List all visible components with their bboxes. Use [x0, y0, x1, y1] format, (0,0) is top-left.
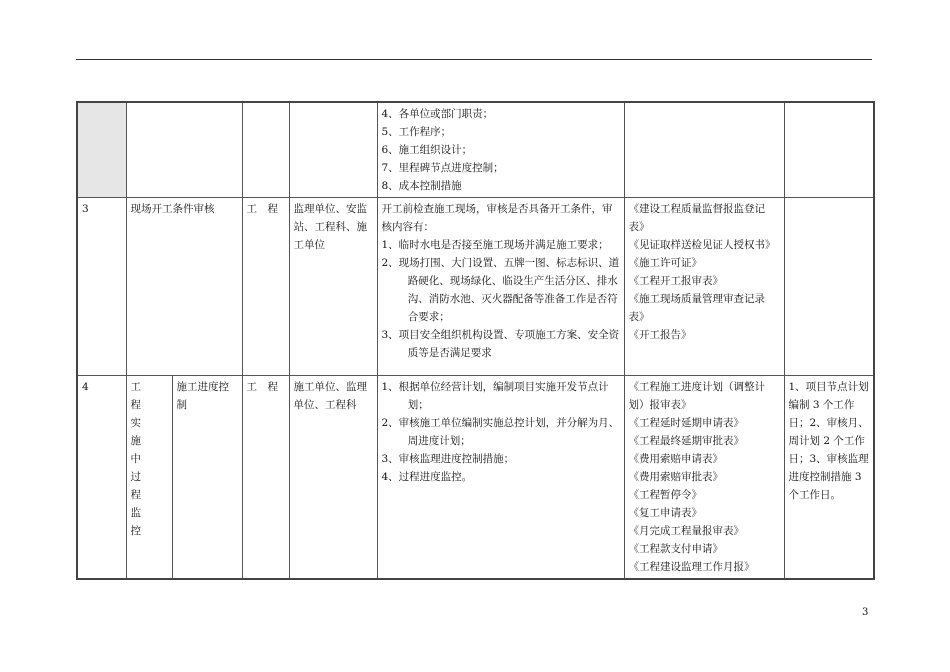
row-number-cell — [77, 102, 126, 198]
units-list: 施工单位、监理单位、工程科 — [289, 376, 377, 580]
doc-name: 《施工许可证》 — [628, 257, 702, 269]
doc-name: 《见证取样送检见证人授权书》 — [628, 239, 776, 251]
docs-cell — [624, 198, 784, 376]
item-name: 施工进度控制 — [172, 376, 242, 580]
stage-name — [126, 376, 172, 580]
doc-name: 《施工现场质量管理审查记录表》 — [628, 293, 765, 323]
content-line: 7、里程碑节点进度控制； — [381, 162, 504, 174]
doc-name: 《月完成工程量报审表》 — [628, 525, 744, 537]
content-line: 6、施工组织设计； — [381, 144, 473, 156]
content-line: 1、根据单位经营计划，编制项目实施开发节点计划； — [381, 381, 609, 411]
doc-name: 《费用索赔申请表》 — [628, 453, 723, 465]
row-number: 3 — [77, 198, 126, 376]
content-line: 5、工作程序； — [381, 126, 452, 138]
dept-name: 工 程 — [242, 376, 289, 580]
content-line: 2、现场打围、大门设置、五牌一图、标志标识、道路硬化、现场绿化、临设生产生活分区、排水沟、消防水池、灭火器配备等准备工作是否符合要求； — [381, 257, 620, 323]
stage-char: 程 — [130, 399, 141, 411]
table-row-4 — [77, 376, 874, 580]
content-line: 3、审核监理进度控制措施； — [381, 453, 515, 465]
content-cell — [377, 376, 624, 580]
doc-name: 《工程款支付申请》 — [628, 543, 723, 555]
content-line: 3、项目安全组织机构设置、专项施工方案、安全资质等是否满足要求 — [381, 329, 620, 359]
docs-cell — [624, 376, 784, 580]
content-line: 8、成本控制措施 — [381, 180, 462, 192]
units-cell — [289, 102, 377, 198]
doc-name: 《工程暂停令》 — [628, 489, 702, 501]
table-row-continuation — [77, 102, 874, 198]
dept-name: 工 程 — [242, 198, 289, 376]
content-cell — [377, 102, 624, 198]
units-list: 监理单位、安监站、工程科、施工单位 — [289, 198, 377, 376]
stage-char: 程 — [130, 489, 141, 501]
page-number: 3 — [862, 607, 869, 618]
item-cell — [126, 102, 242, 198]
stage-char: 工 — [130, 381, 141, 393]
doc-name: 《工程最终延期审批表》 — [628, 435, 744, 447]
header-rule — [76, 59, 872, 60]
doc-name: 《建设工程质量监督报监登记表》 — [628, 203, 765, 233]
item-name: 现场开工条件审核 — [126, 198, 242, 376]
doc-name: 《工程开工报审表》 — [628, 275, 723, 287]
process-table — [76, 101, 875, 580]
content-line: 4、过程进度监控。 — [381, 471, 473, 483]
content-line: 2、审核施工单位编制实施总控计划，并分解为月、周进度计划； — [381, 417, 620, 447]
row-number: 4 — [77, 376, 126, 580]
doc-name: 《复工申请表》 — [628, 507, 702, 519]
content-line: 开工前检查施工现场，审核是否具备开工条件，审核内容有： — [381, 203, 613, 233]
time-cell — [784, 198, 874, 376]
docs-cell — [624, 102, 784, 198]
doc-name: 《工程施工进度计划（调整计划）报审表》 — [628, 381, 765, 411]
doc-name: 《工程延时延期申请表》 — [628, 417, 744, 429]
stage-char: 监 — [130, 507, 141, 519]
table-row-3 — [77, 198, 874, 376]
doc-name: 《费用索赔审批表》 — [628, 471, 723, 483]
stage-char: 实 — [130, 417, 141, 429]
dept-cell — [242, 102, 289, 198]
doc-name: 《工程建设监理工作月报》 — [628, 561, 755, 573]
stage-char: 过 — [130, 471, 141, 483]
stage-char: 施 — [130, 435, 141, 447]
doc-name: 《开工报告》 — [628, 329, 692, 341]
content-cell — [377, 198, 624, 376]
time-cell — [784, 102, 874, 198]
content-line: 4、各单位或部门职责； — [381, 108, 494, 120]
stage-char: 中 — [130, 453, 141, 465]
content-line: 1、临时水电是否接至施工现场并满足施工要求； — [381, 239, 609, 251]
time-limit: 1、项目节点计划编制 3 个工作日；2、审核月、周计划 2 个工作日；3、审核监理进度控制措施 3 个工作日。 — [784, 376, 874, 580]
stage-char: 控 — [130, 525, 141, 537]
